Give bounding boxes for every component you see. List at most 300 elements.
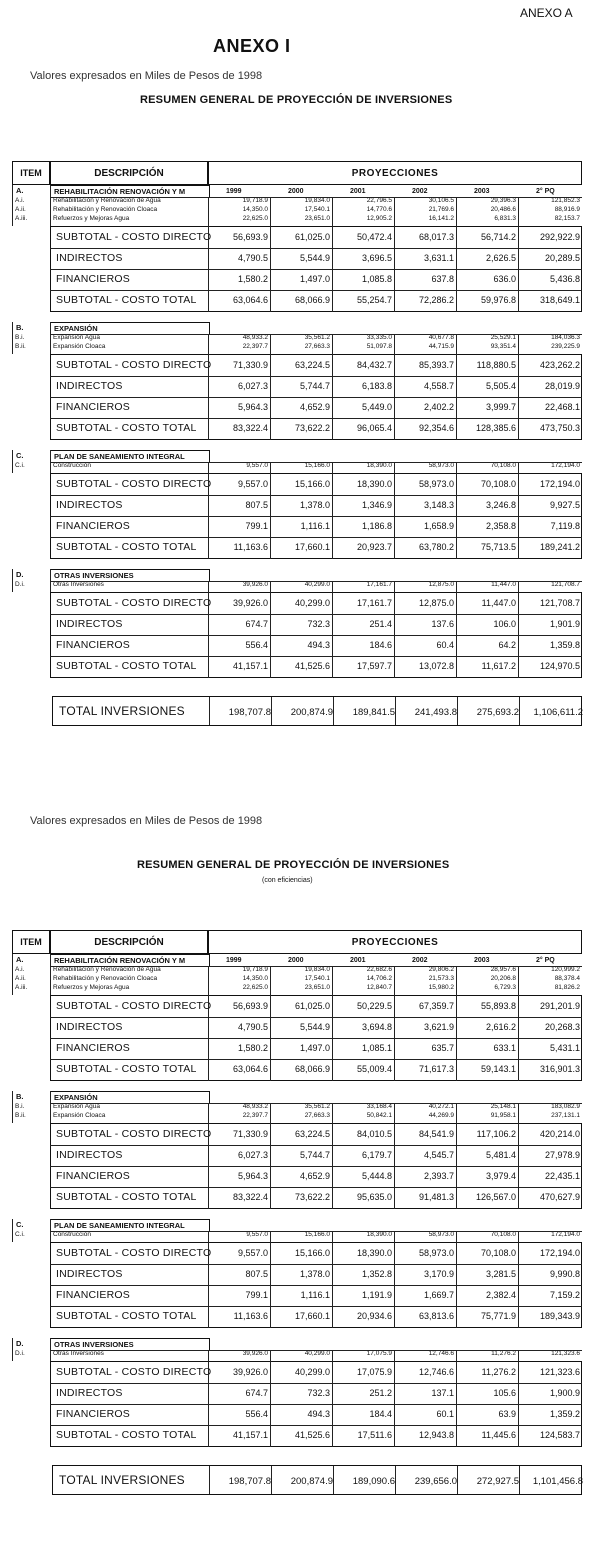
- summary-value: 50,229.5: [356, 1001, 392, 1011]
- summary-value: 251.4: [369, 619, 392, 629]
- column-rule: [50, 450, 51, 473]
- section-b: [12, 1091, 582, 1209]
- header-proyecciones: PROYECCIONES: [208, 930, 582, 954]
- detail-value: 18,390.0: [366, 1231, 392, 1238]
- year-label: 2000: [288, 188, 304, 195]
- summary-row: [12, 1405, 582, 1425]
- column-rule: [518, 1231, 519, 1328]
- detail-code: D.i.: [15, 581, 25, 588]
- detail-row: [12, 462, 582, 471]
- summary-value: 5,481.4: [485, 1150, 516, 1160]
- detail-label: Refuerzos y Mejoras Agua: [53, 984, 130, 991]
- detail-value: 183,082.9: [551, 1103, 580, 1110]
- detail-value: 121,708.7: [551, 581, 580, 588]
- column-rule: [395, 1466, 396, 1494]
- section-title: PLAN DE SANEAMIENTO INTEGRAL: [50, 450, 210, 462]
- summary-row: [12, 270, 582, 290]
- summary-value: 75,771.9: [480, 1311, 516, 1321]
- column-rule: [518, 1103, 519, 1209]
- summary-label: INDIRECTOS: [56, 1387, 123, 1399]
- detail-value: 27,663.3: [304, 1112, 330, 1119]
- detail-code: A.ii.: [15, 206, 26, 213]
- summary-value: 2,393.7: [423, 1171, 454, 1181]
- summary-value: 3,281.5: [485, 1269, 516, 1279]
- year-headers: [210, 1338, 582, 1350]
- detail-value: 88,378.4: [554, 975, 580, 982]
- column-rule: [209, 697, 210, 725]
- summary-value: 28,019.9: [544, 381, 580, 391]
- column-rule: [394, 1350, 395, 1447]
- summary-value: 137.6: [431, 619, 454, 629]
- section-title: EXPANSIÓN: [50, 322, 210, 334]
- summary-value: 118,880.5: [476, 360, 516, 370]
- summary-value: 17,597.7: [356, 661, 392, 671]
- year-headers: [210, 1091, 582, 1103]
- summary-value: 3,979.4: [485, 1171, 516, 1181]
- detail-value: 237,131.1: [551, 1112, 580, 1119]
- year-headers: [210, 322, 582, 334]
- detail-value: 15,980.2: [428, 984, 454, 991]
- summary-value: 84,432.7: [356, 360, 392, 370]
- summary-value: 11,276.2: [481, 1367, 516, 1377]
- column-rule: [332, 1103, 333, 1209]
- detail-label: Construcción: [53, 1231, 91, 1238]
- anexo-title: ANEXO I: [213, 36, 291, 56]
- detail-label: Expansión Agua: [53, 334, 100, 341]
- column-rule: [50, 185, 51, 226]
- section-code: A.: [12, 954, 50, 966]
- detail-divider: [50, 1350, 582, 1351]
- summary-value: 5,444.8: [361, 1171, 392, 1181]
- summary-value: 189,241.2: [539, 542, 580, 552]
- summary-value: 83,322.4: [232, 423, 268, 433]
- summary-value: 68,017.3: [418, 232, 454, 242]
- detail-row: [12, 206, 582, 215]
- column-rule: [208, 334, 209, 440]
- summary-value: 40,299.0: [294, 1367, 330, 1377]
- summary-value: 2,382.4: [485, 1290, 516, 1300]
- summary-value: 470,627.9: [539, 1192, 580, 1202]
- summary-row: [12, 594, 582, 614]
- section-a: [12, 954, 582, 1081]
- detail-row: [12, 197, 582, 206]
- summary-value: 5,431.1: [549, 1043, 580, 1053]
- total-value: 189,841.5: [352, 707, 395, 718]
- summary-value: 22,468.1: [544, 402, 580, 412]
- summary-value: 2,616.2: [485, 1022, 516, 1032]
- summary-value: 635.7: [431, 1043, 454, 1053]
- summary-value: 5,964.3: [237, 1171, 268, 1181]
- detail-value: 14,350.0: [242, 975, 268, 982]
- column-rule: [208, 462, 209, 559]
- summary-value: 807.5: [245, 500, 268, 510]
- summary-value: 1,085.8: [361, 274, 392, 284]
- summary-value: 71,330.9: [232, 1129, 268, 1139]
- column-rule: [270, 334, 271, 440]
- summary-row: [12, 496, 582, 516]
- summary-value: 128,385.6: [475, 423, 516, 433]
- summary-value: 11,617.2: [481, 661, 516, 671]
- summary-row: [12, 291, 582, 311]
- summary-value: 316,901.3: [539, 1064, 580, 1074]
- detail-value: 172,194.0: [551, 1231, 580, 1238]
- summary-label: FINANCIEROS: [56, 401, 130, 413]
- detail-value: 48,933.2: [242, 1103, 268, 1110]
- column-rule: [394, 1231, 395, 1328]
- detail-value: 35,561.2: [304, 334, 330, 341]
- detail-value: 40,272.1: [428, 1103, 454, 1110]
- summary-value: 5,436.8: [549, 274, 580, 284]
- summary-value: 20,289.5: [544, 253, 580, 263]
- detail-value: 15,166.0: [304, 462, 330, 469]
- section-title: OTRAS INVERSIONES: [50, 1338, 210, 1350]
- summary-label: SUBTOTAL - COSTO DIRECTO: [56, 231, 212, 243]
- column-rule: [395, 697, 396, 725]
- detail-value: 121,852.3: [551, 197, 580, 204]
- detail-code: B.i.: [15, 334, 25, 341]
- summary-row: [12, 1039, 582, 1059]
- summary-value: 20,934.6: [356, 1311, 392, 1321]
- summary-value: 106.0: [493, 619, 516, 629]
- summary-label: SUBTOTAL - COSTO TOTAL: [56, 1063, 197, 1075]
- summary-value: 13,072.8: [418, 661, 454, 671]
- column-rule: [456, 1231, 457, 1328]
- summary-value: 17,075.9: [356, 1367, 392, 1377]
- summary-value: 68,066.9: [294, 295, 330, 305]
- summary-value: 84,010.5: [356, 1129, 392, 1139]
- summary-value: 318,649.1: [539, 295, 580, 305]
- summary-value: 11,163.6: [233, 542, 268, 552]
- summary-value: 5,449.0: [361, 402, 392, 412]
- summary-value: 40,299.0: [294, 598, 330, 608]
- detail-value: 17,540.1: [304, 206, 330, 213]
- detail-value: 12,875.0: [428, 581, 454, 588]
- section-code: B.: [12, 1091, 50, 1103]
- summary-value: 41,525.6: [294, 1430, 330, 1440]
- summary-value: 91,481.3: [418, 1192, 454, 1202]
- summary-value: 55,893.8: [480, 1001, 516, 1011]
- table-heading: RESUMEN GENERAL DE PROYECCIÓN DE INVERSIONES: [137, 859, 450, 871]
- header-proyecciones: PROYECCIONES: [208, 161, 582, 185]
- column-rule: [457, 697, 458, 725]
- total-value: 198,707.8: [228, 1476, 271, 1487]
- year-label: 2000: [288, 957, 304, 964]
- column-rule: [518, 966, 519, 1081]
- summary-row: [12, 657, 582, 677]
- detail-value: 20,206.8: [490, 975, 516, 982]
- summary-value: 11,163.6: [233, 1311, 268, 1321]
- detail-value: 39,926.0: [242, 581, 268, 588]
- column-rule: [332, 1350, 333, 1447]
- summary-value: 636.0: [493, 274, 516, 284]
- summary-value: 60.1: [436, 1409, 454, 1419]
- summary-label: SUBTOTAL - COSTO TOTAL: [56, 294, 197, 306]
- summary-value: 674.7: [245, 1388, 268, 1398]
- section-code: B.: [12, 322, 50, 334]
- summary-value: 4,652.9: [299, 1171, 330, 1181]
- summary-label: SUBTOTAL - COSTO DIRECTO: [56, 1128, 212, 1140]
- year-headers: [210, 569, 582, 581]
- summary-row: [12, 538, 582, 558]
- column-rule: [394, 334, 395, 440]
- summary-value: 75,713.5: [480, 542, 516, 552]
- year-label: 2003: [474, 957, 490, 964]
- detail-code: B.i.: [15, 1103, 25, 1110]
- summary-value: 556.4: [245, 640, 268, 650]
- detail-value: 33,335.0: [366, 334, 392, 341]
- summary-value: 56,714.2: [480, 232, 516, 242]
- column-rule: [208, 581, 209, 678]
- summary-row: [12, 1060, 582, 1080]
- summary-row: [12, 377, 582, 397]
- section-code: D.: [12, 1338, 50, 1350]
- detail-label: Construcción: [53, 462, 91, 469]
- column-rule: [271, 1466, 272, 1494]
- detail-value: 58,973.0: [428, 1231, 454, 1238]
- total-value: 200,874.9: [290, 1476, 333, 1487]
- summary-value: 3,999.7: [485, 402, 516, 412]
- summary-value: 3,246.8: [485, 500, 516, 510]
- summary-label: SUBTOTAL - COSTO DIRECTO: [56, 1247, 212, 1259]
- column-rule: [270, 1103, 271, 1209]
- column-rule: [332, 966, 333, 1081]
- column-rule: [394, 966, 395, 1081]
- summary-value: 799.1: [245, 521, 268, 531]
- detail-value: 30,106.5: [428, 197, 454, 204]
- summary-value: 292,922.9: [539, 232, 580, 242]
- detail-divider: [50, 197, 582, 198]
- detail-row: [12, 1231, 582, 1240]
- detail-value: 50,842.1: [366, 1112, 392, 1119]
- summary-row: [12, 636, 582, 656]
- detail-value: 9,557.0: [246, 462, 268, 469]
- summary-label: FINANCIEROS: [56, 1408, 130, 1420]
- summary-value: 85,393.7: [418, 360, 454, 370]
- detail-value: 28,957.6: [490, 966, 516, 973]
- summary-label: SUBTOTAL - COSTO DIRECTO: [56, 1366, 212, 1378]
- summary-label: SUBTOTAL - COSTO DIRECTO: [56, 478, 212, 490]
- summary-value: 55,254.7: [356, 295, 392, 305]
- year-headers: [210, 185, 582, 197]
- section-code: D.: [12, 569, 50, 581]
- year-label: 1999: [226, 188, 242, 195]
- summary-row: [12, 1244, 582, 1264]
- section-code: C.: [12, 1219, 50, 1231]
- summary-row: [12, 228, 582, 248]
- summary-value: 70,108.0: [480, 1248, 516, 1258]
- summary-row: [12, 1307, 582, 1327]
- summary-value: 1,359.8: [549, 640, 580, 650]
- year-label: 2002: [412, 957, 428, 964]
- total-label: TOTAL INVERSIONES: [59, 1473, 185, 1487]
- year-label: 2° PQ: [536, 188, 555, 195]
- detail-value: 58,973.0: [428, 462, 454, 469]
- summary-label: INDIRECTOS: [56, 1268, 123, 1280]
- detail-value: 70,108.0: [490, 462, 516, 469]
- total-value: 241,493.8: [414, 707, 457, 718]
- detail-value: 11,447.0: [491, 581, 516, 588]
- detail-divider: [50, 966, 582, 967]
- section-title: REHABILITACIÓN RENOVACIÓN Y M: [50, 185, 210, 197]
- summary-value: 17,161.7: [356, 598, 392, 608]
- detail-label: Expansión Cloaca: [53, 343, 106, 350]
- column-rule: [332, 334, 333, 440]
- section-code: A.: [12, 185, 50, 197]
- column-rule: [456, 1350, 457, 1447]
- summary-value: 1,116.1: [300, 1290, 330, 1300]
- summary-label: INDIRECTOS: [56, 1149, 123, 1161]
- column-rule: [50, 322, 51, 354]
- summary-value: 20,923.7: [356, 542, 392, 552]
- summary-label: SUBTOTAL - COSTO TOTAL: [56, 660, 197, 672]
- summary-row: [12, 1188, 582, 1208]
- anexo-corner-label: ANEXO A: [520, 6, 573, 20]
- summary-value: 1,580.2: [237, 1043, 268, 1053]
- summary-row: [12, 249, 582, 269]
- summary-value: 799.1: [245, 1290, 268, 1300]
- summary-row: [12, 1426, 582, 1446]
- column-rule: [456, 197, 457, 312]
- column-rule: [518, 581, 519, 678]
- summary-value: 4,790.5: [237, 253, 268, 263]
- summary-value: 63,224.5: [294, 360, 330, 370]
- summary-value: 189,343.9: [539, 1311, 580, 1321]
- summary-value: 1,669.7: [423, 1290, 454, 1300]
- column-rule: [519, 1466, 520, 1494]
- detail-label: Rehabilitación y Renovación Cloaca: [53, 206, 158, 213]
- detail-value: 6,831.3: [494, 215, 516, 222]
- detail-value: 40,299.0: [304, 1350, 330, 1357]
- section-d: [12, 569, 582, 678]
- summary-value: 41,157.1: [232, 1430, 268, 1440]
- column-rule: [208, 197, 209, 312]
- summary-value: 5,964.3: [237, 402, 268, 412]
- detail-value: 16,141.2: [428, 215, 454, 222]
- summary-row: [12, 1363, 582, 1383]
- detail-value: 22,682.6: [366, 966, 392, 973]
- detail-value: 9,557.0: [246, 1231, 268, 1238]
- summary-row: [12, 1146, 582, 1166]
- summary-value: 6,183.8: [361, 381, 392, 391]
- summary-value: 95,635.0: [356, 1192, 392, 1202]
- summary-value: 73,622.2: [294, 1192, 330, 1202]
- column-rule: [12, 569, 13, 592]
- detail-value: 11,276.2: [491, 1350, 516, 1357]
- summary-label: INDIRECTOS: [56, 618, 123, 630]
- detail-value: 82,153.7: [554, 215, 580, 222]
- summary-value: 61,025.0: [294, 232, 330, 242]
- section-b: [12, 322, 582, 440]
- summary-value: 12,943.8: [418, 1430, 454, 1440]
- summary-value: 11,445.6: [481, 1430, 516, 1440]
- detail-label: Rehabilitación y Renovación Cloaca: [53, 975, 158, 982]
- summary-label: FINANCIEROS: [56, 639, 130, 651]
- summary-value: 172,194.0: [539, 1248, 580, 1258]
- summary-value: 3,696.5: [361, 253, 392, 263]
- summary-label: SUBTOTAL - COSTO DIRECTO: [56, 359, 212, 371]
- detail-value: 184,036.3: [551, 334, 580, 341]
- summary-value: 633.1: [493, 1043, 516, 1053]
- detail-code: B.ii.: [15, 1112, 26, 1119]
- column-rule: [270, 197, 271, 312]
- summary-value: 73,622.2: [294, 423, 330, 433]
- summary-value: 5,544.9: [299, 1022, 330, 1032]
- detail-value: 19,834.0: [304, 197, 330, 204]
- total-value: 275,693.2: [476, 707, 519, 718]
- summary-value: 11,447.0: [481, 598, 516, 608]
- detail-value: 15,166.0: [304, 1231, 330, 1238]
- detail-value: 22,625.0: [242, 984, 268, 991]
- summary-value: 67,359.7: [418, 1001, 454, 1011]
- summary-label: INDIRECTOS: [56, 499, 123, 511]
- total-value: 198,707.8: [228, 707, 271, 718]
- investment-table: [12, 161, 582, 781]
- summary-value: 55,009.4: [356, 1064, 392, 1074]
- detail-value: 44,715.9: [428, 343, 454, 350]
- summary-value: 63,813.6: [418, 1311, 454, 1321]
- total-inversiones-box: [52, 1465, 582, 1495]
- summary-value: 1,658.9: [423, 521, 454, 531]
- detail-row: [12, 1103, 582, 1112]
- summary-value: 22,435.1: [544, 1171, 580, 1181]
- detail-code: A.iii.: [15, 215, 28, 222]
- summary-value: 56,693.9: [232, 1001, 268, 1011]
- summary-value: 124,583.7: [539, 1430, 580, 1440]
- summary-value: 674.7: [245, 619, 268, 629]
- section-title: REHABILITACIÓN RENOVACIÓN Y M: [50, 954, 210, 966]
- summary-value: 1,186.8: [361, 521, 392, 531]
- section-c: [12, 450, 582, 559]
- detail-divider: [50, 334, 582, 335]
- detail-value: 51,097.8: [366, 343, 392, 350]
- total-label: TOTAL INVERSIONES: [59, 704, 185, 718]
- detail-value: 121,323.6: [551, 1350, 580, 1357]
- summary-value: 70,108.0: [480, 479, 516, 489]
- summary-value: 41,157.1: [232, 661, 268, 671]
- summary-value: 1,116.1: [300, 521, 330, 531]
- detail-value: 6,729.3: [494, 984, 516, 991]
- total-value: 1,106,611.2: [533, 707, 583, 718]
- detail-row: [12, 343, 582, 352]
- detail-value: 20,486.6: [490, 206, 516, 213]
- summary-value: 41,525.6: [294, 661, 330, 671]
- column-rule: [50, 1338, 51, 1361]
- column-rule: [209, 1466, 210, 1494]
- column-rule: [518, 462, 519, 559]
- summary-value: 732.3: [307, 619, 330, 629]
- summary-value: 1,378.0: [299, 500, 330, 510]
- total-value: 239,656.0: [414, 1476, 457, 1487]
- detail-value: 40,677.8: [428, 334, 454, 341]
- summary-value: 1,085.1: [361, 1043, 392, 1053]
- detail-value: 19,834.0: [304, 966, 330, 973]
- column-rule: [332, 581, 333, 678]
- summary-value: 84,541.9: [418, 1129, 454, 1139]
- summary-value: 63,224.5: [294, 1129, 330, 1139]
- column-rule: [270, 1350, 271, 1447]
- summary-value: 59,976.8: [480, 295, 516, 305]
- detail-value: 23,651.0: [304, 984, 330, 991]
- column-rule: [12, 185, 13, 226]
- summary-value: 121,708.7: [539, 598, 580, 608]
- detail-value: 48,933.2: [242, 334, 268, 341]
- summary-value: 59,143.1: [480, 1064, 516, 1074]
- summary-value: 12,746.6: [418, 1367, 454, 1377]
- summary-value: 251.2: [369, 1388, 392, 1398]
- summary-value: 291,201.9: [539, 1001, 580, 1011]
- summary-value: 6,027.3: [237, 381, 268, 391]
- summary-value: 63,780.2: [418, 542, 454, 552]
